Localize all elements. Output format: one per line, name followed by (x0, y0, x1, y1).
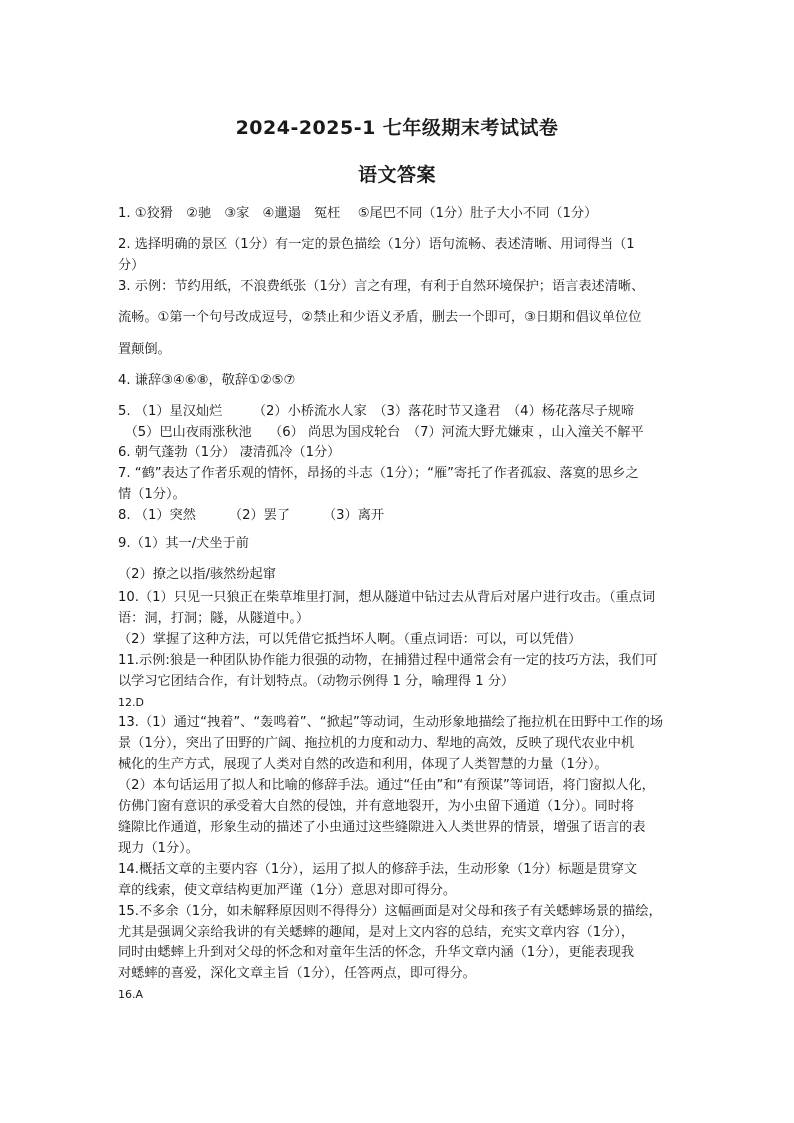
answer-line: 10.（1）只见一只狼正在柴草堆里打洞，想从隧道中钻过去从背后对屠户进行攻击。（重点词 (118, 590, 656, 605)
answer-line: 11.示例:狼是一种团队协作能力很强的动物，在捕猎过程中通常会有一定的技巧方法，我们可 (118, 653, 658, 668)
answer-line: 尤其是强调父亲给我讲的有关蟋蟀的趣闻，是对上文内容的总结，充实文章内容（1分）， (118, 925, 635, 940)
answer-line: （2）掌握了这种方法，可以凭借它抵挡坏人啊。（重点词语：可以，可以凭借） (118, 632, 582, 647)
page-subtitle: 语文答案 (357, 164, 436, 186)
answer-line: 16.A (118, 988, 144, 1001)
answer-line: 置颠倒。 (118, 342, 171, 357)
answer-line: 13.（1）通过“拽着”、“轰鸣着”、“掀起”等动词，生动形象地描绘了拖拉机在田野中工作的场 (118, 715, 664, 730)
answer-line: 缝隙比作通道，形象生动的描述了小虫通过这些缝隙进入人类世界的情景，增强了语言的表 (118, 820, 646, 835)
answer-line: （5）巴山夜雨涨秋池 （6） 尚思为国戍轮台 （7）河流大野尤嫌束 ，山入潼关不解平 (118, 425, 644, 440)
answer-line: 流畅。①第一个句号改成逗号，②禁止和少语义矛盾，删去一个即可，③日期和倡议单位位 (118, 310, 642, 325)
answer-line: 15.不多余（1分，如未解释原因则不得得分）这幅画面是对父母和孩子有关蟋蟀场景的描绘， (118, 904, 662, 919)
answer-line: 4. 谦辞③④⑥⑧，敬辞①②⑤⑦ (118, 373, 296, 388)
answer-line: 3. 示例：节约用纸，不浪费纸张（1分）言之有理，有利于自然环境保护；语言表述清晰、 (118, 279, 645, 294)
answer-line: （2）撩之以指/骇然纷起窜 (118, 567, 276, 582)
answer-line: 12.D (118, 696, 144, 709)
answer-line: 仿佛门窗有意识的承受着大自然的侵蚀，并有意地裂开，为小虫留下通道（1分）。同时将 (118, 799, 635, 814)
answer-line: 6. 朝气蓬勃（1分） 凄清孤冷（1分） (118, 445, 341, 460)
answer-line: 14.概括文章的主要内容（1分），运用了拟人的修辞手法，生动形象（1分）标题是贯穿文 (118, 862, 638, 877)
answer-line: 8. （1）突然 （2）罢了 （3）离开 (118, 508, 385, 523)
answer-line: 景（1分），突出了田野的广阔、拖拉机的力度和动力、犁地的高效，反映了现代农业中机 (118, 736, 635, 751)
answer-line: 对蟋蟀的喜爱，深化文章主旨（1分），任答两点，即可得分。 (118, 966, 476, 981)
answer-line: 9.（1）其一/犬坐于前 (118, 536, 249, 551)
answer-line: 5. （1）星汉灿烂 （2）小桥流水人家 （3）落花时节又逢君 （4）杨花落尽子规啼 (118, 404, 635, 419)
answer-line: （2）本句话运用了拟人和比喻的修辞手法。通过“任由”和“有预谋”等词语，将门窗拟人化， (118, 778, 655, 793)
answer-line: 7. “鹤”表达了作者乐观的情怀，昂扬的斗志（1分）；“雁”寄托了作者孤寂、落寞的思乡之 (118, 466, 639, 481)
answer-line: 械化的生产方式，展现了人类对自然的改造和利用，体现了人类智慧的力量（1分）。 (118, 757, 608, 772)
answer-line: 同时由蟋蟀上升到对父母的怀念和对童年生活的怀念，升华文章内涵（1分），更能表现我 (118, 945, 635, 960)
page-title: 2024-2025-1 七年级期末考试试卷 (235, 117, 559, 139)
answer-line: 章的线索，使文章结构更加严谨（1分）意思对即可得分。 (118, 883, 457, 898)
answer-line: 2. 选择明确的景区（1分）有一定的景色描绘（1分）语句流畅、表述清晰、用词得当（1 (118, 237, 635, 252)
answer-line: 语：洞，打洞；隧，从隧道中。） (118, 611, 310, 626)
answer-line: 以学习它团结合作，有计划特点。（动物示例得 1 分，喻理得 1 分） (118, 674, 515, 689)
answer-line: 分） (118, 258, 145, 273)
answer-line: 现力（1分）。 (118, 841, 199, 856)
answer-line: 1. ①狡猾 ②驰 ③家 ④邋遢 冤枉 ⑤尾巴不同（1分）肚子大小不同（1分） (118, 206, 598, 221)
answer-line: 情（1分）。 (118, 487, 186, 502)
